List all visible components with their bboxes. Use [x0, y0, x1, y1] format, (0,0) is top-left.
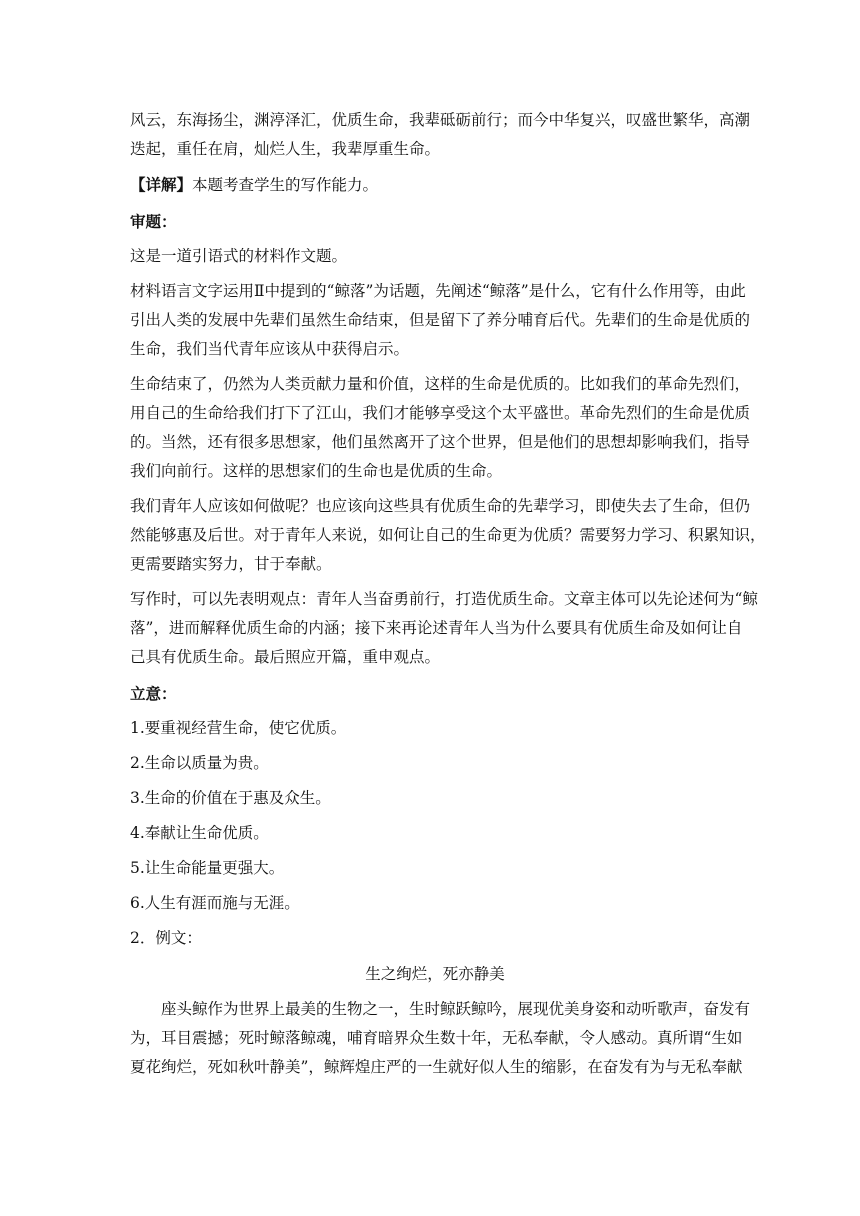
- writing-paragraph: [130, 585, 758, 672]
- idea-item: 2.生命以质量为贵。: [130, 754, 269, 772]
- text-line: 风云，东海扬尘，渊渟泽汇，优质生命，我辈砥砺前行；而今中华复兴，叹盛世繁华，高潮: [130, 111, 751, 129]
- detail-label: 【详解】: [130, 175, 193, 194]
- text-line: 的。当然，还有很多思想家，他们虽然离开了这个世界，但是他们的思想却影响我们，指导: [130, 433, 751, 451]
- text-line: 材料语言文字运用Ⅱ中提到的“鲸落”为话题，先阐述“鲸落”是什么，它有什么作用等，由此: [130, 282, 746, 300]
- material-paragraph: [130, 277, 751, 364]
- text-line: 生命，我们当代青年应该从中获得启示。: [130, 340, 410, 358]
- life-paragraph: [130, 370, 751, 486]
- text-line: 用自己的生命给我们打下了江山，我们才能够享受这个太平盛世。革命先烈们的生命是优质: [130, 404, 751, 422]
- essay-paragraph: [130, 995, 751, 1082]
- text-line: 夏花绚烂，死如秋叶静美”，鲸辉煌庄严的一生就好似人生的缩影，在奋发有为与无私奉献: [130, 1058, 743, 1076]
- idea-item: 3.生命的价值在于惠及众生。: [130, 789, 331, 807]
- idea-item: 1.要重视经营生命，使它优质。: [130, 719, 347, 737]
- text-line: 落”，进而解释优质生命的内涵；接下来再论述青年人当为什么要具有优质生命及如何让自: [130, 619, 743, 637]
- idea-item: 5.让生命能量更强大。: [130, 859, 285, 877]
- text-line: 更需要踏实努力，甘于奉献。: [130, 555, 332, 573]
- text-line: 我们青年人应该如何做呢？也应该向这些具有优质生命的先辈学习，即使失去了生命，但仍: [130, 497, 751, 515]
- ideas-list: [130, 714, 740, 918]
- liyi-heading: 立意：: [130, 684, 177, 703]
- text-line: 然能够惠及后世。对于青年人来说，如何让自己的生命更为优质？需要努力学习、积累知识，: [130, 526, 766, 544]
- detail-text: 本题考查学生的写作能力。: [192, 176, 379, 194]
- text-line: 我们向前行。这样的思想家们的生命也是优质的生命。: [130, 462, 503, 480]
- youth-paragraph: [130, 492, 766, 579]
- idea-item: 4.奉献让生命优质。: [130, 824, 269, 842]
- text-line: 己具有优质生命。最后照应开篇，重申观点。: [130, 648, 441, 666]
- detail-line: [130, 170, 740, 200]
- essay-title: 生之绚烂，死亦静美: [365, 965, 505, 983]
- text-line: 生命结束了，仍然为人类贡献力量和价值，这样的生命是优质的。比如我们的革命先烈们，: [130, 375, 751, 393]
- text-line: 引出人类的发展中先辈们虽然生命结束，但是留下了养分哺育后代。先辈们的生命是优质的: [130, 311, 751, 329]
- example-label: 2．例文：: [130, 929, 202, 947]
- shenti-heading: 审题：: [130, 212, 177, 231]
- intro-paragraph: [130, 106, 751, 164]
- document-body: [130, 106, 766, 1082]
- text-line: 写作时，可以先表明观点：青年人当奋勇前行，打造优质生命。文章主体可以先论述何为“鲸: [130, 590, 758, 608]
- shenti-first-line: 这是一道引语式的材料作文题。: [130, 247, 348, 265]
- idea-item: 6.人生有涯而施与无涯。: [130, 894, 300, 912]
- text-line: 为，耳目震撼；死时鲸落鲸魂，哺育暗界众生数十年，无私奉献，令人感动。真所谓“生如: [130, 1029, 743, 1047]
- text-line: 迭起，重任在肩，灿烂人生，我辈厚重生命。: [130, 140, 441, 158]
- text-line: 座头鲸作为世界上最美的生物之一，生时鲸跃鲸吟，展现优美身姿和动听歌声，奋发有: [161, 1000, 751, 1018]
